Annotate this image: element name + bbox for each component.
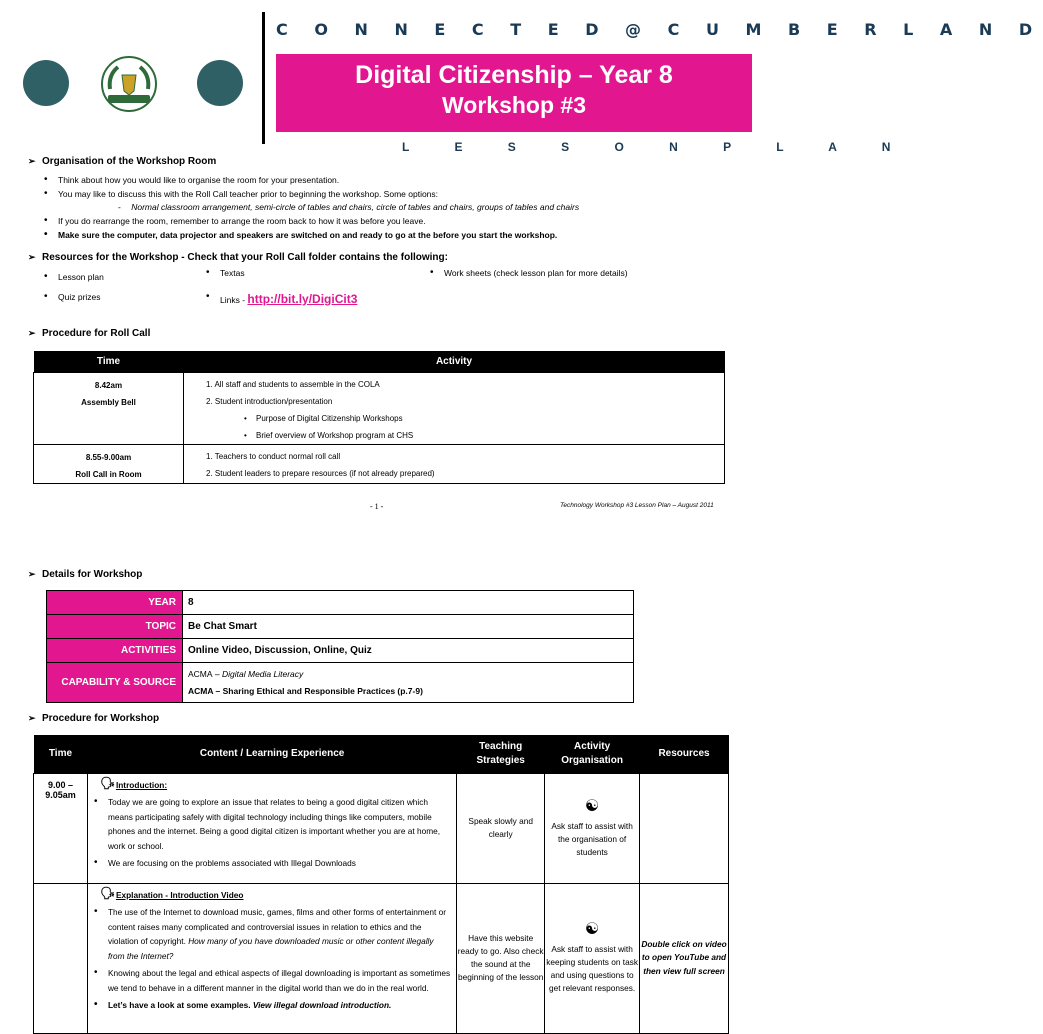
content-cell	[87, 773, 456, 883]
resource-worksheets: • Work sheets (check lesson plan for more details)	[444, 268, 628, 278]
page-number: - 1 -	[370, 502, 384, 511]
banner-text: C O N N E C T E D @ C U M B E R L A N D	[276, 20, 1043, 39]
list-item: • Knowing about the legal and ethical aspects of illegal downloading is important as sometimes we tend to behave in a different manner in the digital world than we do in the real world.	[108, 966, 450, 995]
page-title: Digital Citizenship – Year 8	[355, 61, 673, 89]
time-cell	[34, 883, 88, 1033]
table-row	[34, 372, 725, 444]
phase-title: 🗣 Explanation - Introduction Video	[99, 885, 244, 900]
activities-label: ACTIVITIES	[47, 639, 183, 663]
time-cell: 8.42am Assembly Bell	[34, 372, 184, 444]
activities-value: Online Video, Discussion, Online, Quiz	[183, 639, 634, 663]
title-box	[276, 54, 752, 132]
column-header-time: Time	[34, 351, 184, 372]
arrow-icon: ➢	[28, 156, 36, 166]
organisation-cell: ☯ Ask staff to assist with keeping students on task and using questions to get relevant responses.	[545, 883, 640, 1033]
arrow-icon: ➢	[28, 328, 36, 338]
resources-cell	[640, 773, 729, 883]
arrow-icon: ➢	[28, 252, 36, 262]
table-header-row	[34, 735, 729, 773]
capability-label: CAPABILITY & SOURCE	[47, 663, 183, 703]
decorative-circle-right	[197, 60, 243, 106]
page-subtitle: Workshop #3	[442, 92, 586, 118]
time-cell: 8.55-9.00am Roll Call in Room	[34, 444, 184, 483]
speaker-icon: 🗣	[99, 885, 116, 900]
table-row	[34, 444, 725, 483]
table-row	[34, 883, 729, 1033]
topic-label: TOPIC	[47, 615, 183, 639]
list-item: • Think about how you would like to organise the room for your presentation.	[58, 175, 339, 185]
time-cell: 9.00 – 9.05am	[34, 773, 88, 883]
content-cell	[87, 883, 456, 1033]
workshop-table	[33, 735, 729, 1034]
table-row	[47, 663, 634, 703]
table-row	[34, 773, 729, 883]
section-heading-details: ➢ Details for Workshop	[28, 569, 143, 580]
phase-title: 🗣 Introduction:	[99, 775, 168, 790]
column-header-content: Content / Learning Experience	[87, 735, 456, 773]
speaker-icon: 🗣	[99, 775, 116, 790]
resource-lesson-plan: • Lesson plan	[58, 272, 104, 282]
list-item: • You may like to discuss this with the Roll Call teacher prior to beginning the workshop. Some options:	[58, 189, 438, 199]
year-label: YEAR	[47, 591, 183, 615]
strategy-cell: Speak slowly and clearly	[457, 773, 545, 883]
organisation-cell: ☯ Ask staff to assist with the organisation of students	[545, 773, 640, 883]
roll-call-table	[33, 351, 725, 484]
column-header-resources: Resources	[640, 735, 729, 773]
section-heading-organisation: ➢ Organisation of the Workshop Room	[28, 156, 217, 167]
list-item: • Make sure the computer, data projector and speakers are switched on and ready to go at the before you start the workshop.	[58, 230, 557, 240]
details-table	[46, 590, 634, 703]
lesson-plan-label: L E S S O N P L A N	[402, 140, 912, 154]
list-item: • If you do rearrange the room, remember to arrange the room back to how it was before you leave.	[58, 216, 426, 226]
resource-textas: • Textas	[220, 268, 245, 278]
school-crest-icon	[100, 55, 158, 113]
year-value: 8	[183, 591, 634, 615]
section-heading-resources: ➢ Resources for the Workshop - Check that your Roll Call folder contains the following:	[28, 252, 448, 263]
capability-value: ACMA – Digital Media Literacy ACMA – Sharing Ethical and Responsible Practices (p.7-9)	[183, 663, 634, 703]
strategy-cell: Have this website ready to go. Also check the sound at the beginning of the lesson	[457, 883, 545, 1033]
arrow-icon: ➢	[28, 713, 36, 723]
column-header-organisation: Activity Organisation	[545, 735, 640, 773]
digicit-link[interactable]: http://bit.ly/DigiCit3	[247, 292, 358, 306]
arrow-icon: ➢	[28, 569, 36, 579]
footer-text: Technology Workshop #3 Lesson Plan – August 2011	[560, 502, 714, 509]
activity-cell: 1. All staff and students to assemble in the COLA 2. Student introduction/presentation • Purpose of Digital Citizenship Workshops • Brief overview of Workshop program at CHS	[184, 372, 725, 444]
table-row	[47, 591, 634, 615]
resource-quiz-prizes: • Quiz prizes	[58, 292, 101, 302]
list-item: • Let’s have a look at some examples. View illegal download introduction.	[108, 998, 450, 1013]
table-row	[47, 639, 634, 663]
section-heading-roll-call: ➢ Procedure for Roll Call	[28, 328, 151, 339]
list-item: • We are focusing on the problems associated with Illegal Downloads	[108, 856, 450, 871]
resources-cell: Double click on video to open YouTube and then view full screen	[640, 883, 729, 1033]
table-row	[47, 615, 634, 639]
list-item: • The use of the Internet to download music, games, films and other forms of entertainment or content raises many complicated and controversial issues in relation to ethics and the violation of copyright. How many of you have downloaded music or other content illegally from the Internet?	[108, 905, 450, 963]
yin-yang-icon: ☯	[584, 921, 600, 938]
table-header-row	[34, 351, 725, 372]
section-heading-workshop: ➢ Procedure for Workshop	[28, 713, 160, 724]
yin-yang-icon: ☯	[584, 797, 600, 815]
header-divider	[262, 12, 265, 144]
list-subitem: - Normal classroom arrangement, semi-circle of tables and chairs, circle of tables and chairs, groups of tables and chairs	[118, 202, 580, 212]
list-item: • Today we are going to explore an issue that relates to being a good digital citizen which means participating safely with digital technology including things like computers, mobile phones and the internet. Being a good digital citizen is important whether you are at home, work or school.	[108, 795, 450, 853]
topic-value: Be Chat Smart	[183, 615, 634, 639]
activity-cell: 1. Teachers to conduct normal roll call 2. Student leaders to prepare resources (if not already prepared)	[184, 444, 725, 483]
column-header-time: Time	[34, 735, 88, 773]
resource-links: • Links - http://bit.ly/DigiCit3	[220, 292, 357, 306]
decorative-circle-left	[23, 60, 69, 106]
column-header-activity: Activity	[184, 351, 725, 372]
column-header-teaching: Teaching Strategies	[457, 735, 545, 773]
